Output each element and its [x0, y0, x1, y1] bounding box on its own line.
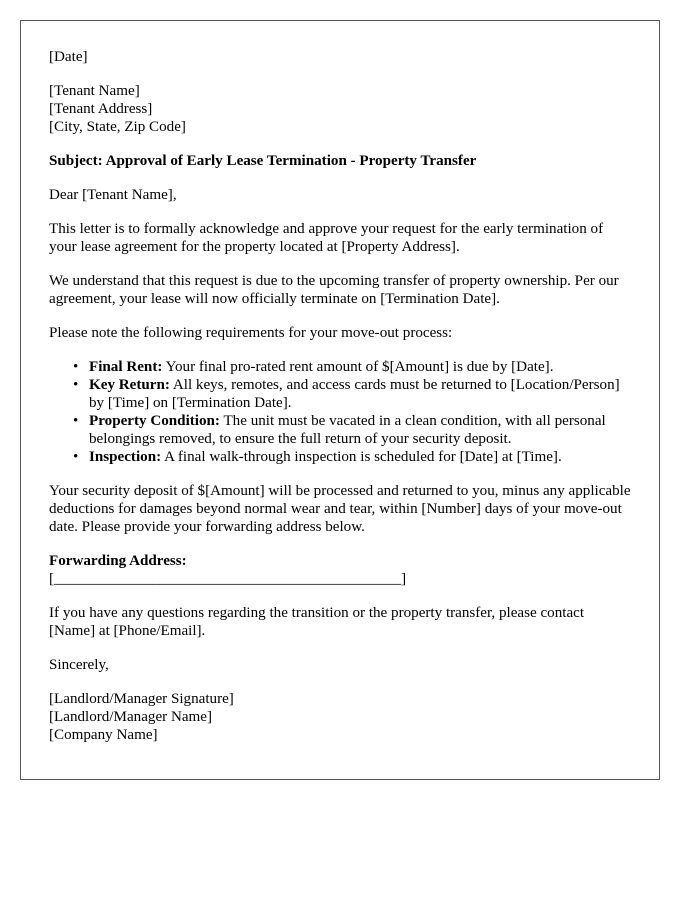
paragraph-contact: If you have any questions regarding the transition or the property transfer, please contact [Name] at [Phone/Email]. [49, 605, 585, 639]
signature-block [49, 690, 631, 744]
letter-date: [Date] [49, 49, 88, 65]
subject-line [49, 152, 631, 170]
list-item [73, 358, 631, 376]
salutation: Dear [Tenant Name], [49, 187, 177, 203]
requirement-label: Property Condition: [89, 413, 220, 429]
recipient-address-block [49, 82, 631, 136]
paragraph-requirements-intro: Please note the following requirements for your move-out process: [49, 325, 453, 341]
tenant-name: [Tenant Name] [49, 83, 140, 99]
list-item [73, 448, 631, 466]
tenant-address: [Tenant Address] [49, 101, 153, 117]
requirements-list [49, 358, 631, 466]
paragraph-transfer: We understand that this request is due to the upcoming transfer of property ownership. Per our agreement, your lease will now officially terminate on [Termination Date]. [49, 273, 619, 307]
requirement-label: Final Rent: [89, 359, 163, 375]
bullet-icon: • [73, 413, 79, 429]
letter-page [20, 20, 660, 780]
manager-name: [Landlord/Manager Name] [49, 709, 213, 725]
requirement-text: A final walk-through inspection is scheduled for [Date] at [Time]. [161, 449, 562, 465]
paragraph-security-deposit: Your security deposit of $[Amount] will be processed and returned to you, minus any applicable deductions for damages beyond normal wear and tear, within [Number] days of your move-out date. Please provide your forwarding address below. [49, 483, 631, 535]
requirement-text: The unit must be vacated in a clean condition, with all personal belongings removed, to ensure the full return of your security deposit. [89, 413, 606, 447]
bullet-icon: • [73, 359, 79, 375]
requirement-text: Your final pro-rated rent amount of $[Amount] is due by [Date]. [162, 359, 554, 375]
bullet-icon: • [73, 377, 79, 393]
subject-text: Subject: Approval of Early Lease Termination - Property Transfer [49, 153, 477, 169]
city-state-zip: [City, State, Zip Code] [49, 119, 186, 135]
forwarding-address-label: Forwarding Address: [49, 553, 187, 569]
bullet-icon: • [73, 449, 79, 465]
requirement-text: All keys, remotes, and access cards must be returned to [Location/Person] by [Time] on [Termination Date]. [89, 377, 620, 411]
requirement-label: Key Return: [89, 377, 170, 393]
signature: [Landlord/Manager Signature] [49, 691, 234, 707]
company-name: [Company Name] [49, 727, 158, 743]
forwarding-address-block [49, 552, 631, 588]
list-item [73, 376, 631, 412]
closing: Sincerely, [49, 657, 109, 673]
requirement-label: Inspection: [89, 449, 162, 465]
paragraph-approval: This letter is to formally acknowledge and approve your request for the early termination of your lease agreement for the property located at [Property Address]. [49, 221, 604, 255]
forwarding-address-blank: [______________________________________________] [49, 571, 407, 587]
list-item [73, 412, 631, 448]
